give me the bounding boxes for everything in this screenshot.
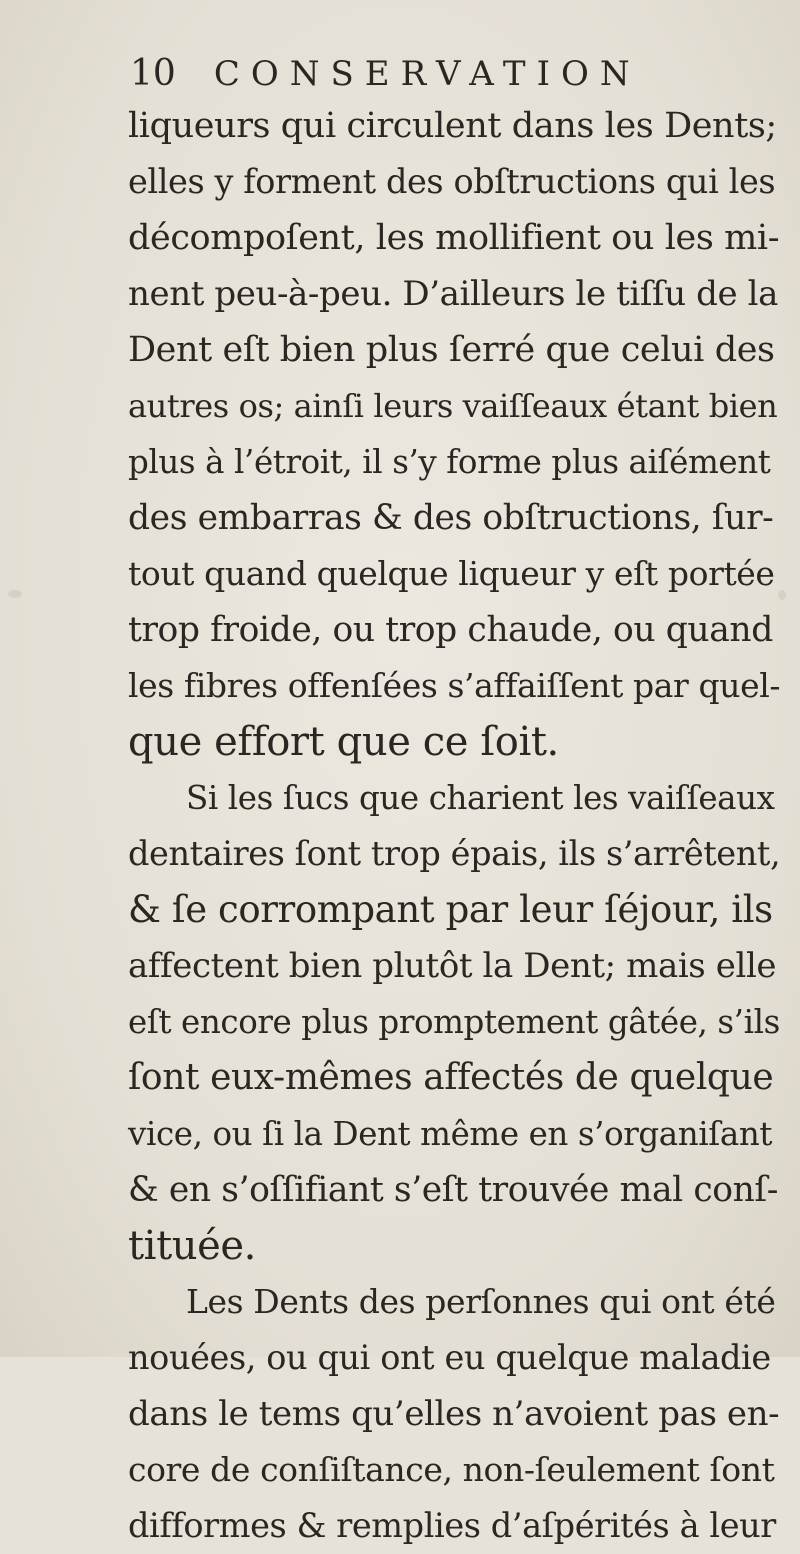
- text-line: affectent bien plutôt la Dent; mais elle: [128, 946, 777, 986]
- text-line: core de conſiſtance, non-ſeulement ſont: [128, 1450, 775, 1489]
- text-line: autres os; ainſi leurs vaiſſeaux étant bien: [128, 387, 778, 425]
- text-line: tituée.: [128, 1223, 256, 1269]
- text-line: que effort que ce ſoit.: [128, 719, 559, 765]
- text-line: trop froide, ou trop chaude, ou quand: [128, 610, 773, 650]
- paragraph-start-line: Les Dents des perſonnes qui ont été: [186, 1282, 776, 1321]
- text-line: plus à l’étroit, il s’y forme plus aiſément: [128, 443, 771, 481]
- text-line: nent peu-à-peu. D’ailleurs le tiſſu de la: [128, 274, 778, 314]
- text-line: elles y forment des obſtructions qui les: [128, 162, 776, 201]
- text-line: les fibres offenſées s’affaiſſent par quel-: [128, 666, 781, 705]
- text-line: eſt encore plus promptement gâtée, s’ils: [128, 1003, 780, 1041]
- running-title: CONSERVATION: [213, 54, 641, 94]
- text-line: tout quand quelque liqueur y eſt portée: [128, 554, 775, 593]
- text-line: Dent eſt bien plus ſerré que celui des: [128, 330, 775, 370]
- paper-stain: [8, 590, 22, 598]
- text-line: dans le tems qu’elles n’avoient pas en-: [128, 1394, 780, 1434]
- text-line: & en s’oſſifiant s’eſt trouvée mal conſ-: [128, 1170, 779, 1210]
- running-head: [130, 52, 641, 96]
- text-line: & ſe corrompant par leur ſéjour, ils: [128, 888, 773, 931]
- text-line: nouées, ou qui ont eu quelque maladie: [128, 1338, 771, 1377]
- text-line: difformes & remplies d’aſpérités à leur: [128, 1506, 776, 1545]
- body-text: [128, 98, 781, 1554]
- text-line: dentaires ſont trop épais, ils s’arrêtent,: [128, 834, 781, 873]
- paper-stain: [778, 590, 786, 600]
- text-line: liqueurs qui circulent dans les Dents;: [128, 106, 777, 146]
- text-line: des embarras & des obſtructions, ſur-: [128, 498, 774, 538]
- page-number: 10: [130, 53, 176, 94]
- paragraph-start-line: Si les ſucs que charient les vaiſſeaux: [186, 779, 775, 817]
- text-line: vice, ou ſi la Dent même en s’organiſant: [128, 1115, 773, 1153]
- text-line: décompoſent, les mollifient ou les mi-: [128, 218, 780, 258]
- text-line: ſont eux-mêmes affectés de quelque: [128, 1057, 774, 1098]
